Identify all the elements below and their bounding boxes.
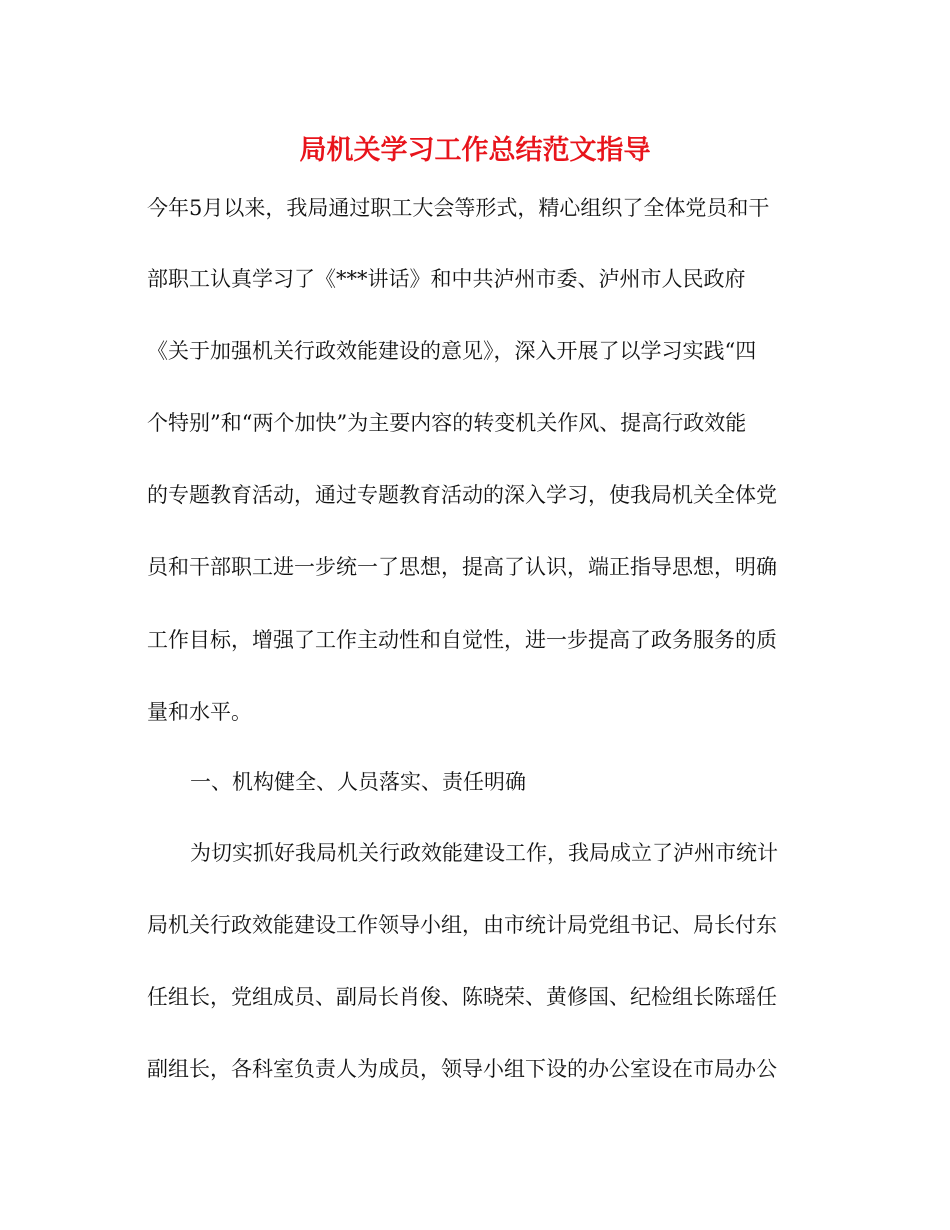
paragraph-line: 的专题教育活动，通过专题教育活动的深入学习，使我局机关全体党 [147, 483, 777, 507]
section-heading: 一、机构健全、人员落实、责任明确 [190, 770, 526, 794]
paragraph-line: 副组长，各科室负责人为成员，领导小组下设的办公室设在市局办公 [147, 1057, 777, 1081]
paragraph-line: 局机关行政效能建设工作领导小组，由市统计局党组书记、局长付东 [147, 913, 777, 937]
paragraph-line: 个特别”和“两个加快”为主要内容的转变机关作风、提高行政效能 [147, 411, 747, 435]
paragraph-line: 量和水平。 [147, 700, 252, 724]
paragraph-line: 今年5月以来，我局通过职工大会等形式，精心组织了全体党员和干 [147, 196, 770, 220]
paragraph-line: 《关于加强机关行政效能建设的意见》，深入开展了以学习实践“四 [147, 339, 757, 363]
paragraph-line: 员和干部职工进一步统一了思想，提高了认识，端正指导思想，明确 [147, 555, 777, 579]
document-title: 局机关学习工作总结范文指导 [299, 135, 651, 166]
paragraph-line: 任组长，党组成员、副局长肖俊、陈晓荣、黄修国、纪检组长陈瑶任 [147, 985, 777, 1009]
paragraph-line: 为切实抓好我局机关行政效能建设工作，我局成立了泸州市统计 [190, 841, 778, 865]
paragraph-line: 部职工认真学习了《***讲话》和中共泸州市委、泸州市人民政府 [147, 267, 746, 291]
paragraph-line: 工作目标，增强了工作主动性和自觉性，进一步提高了政务服务的质 [147, 628, 777, 652]
